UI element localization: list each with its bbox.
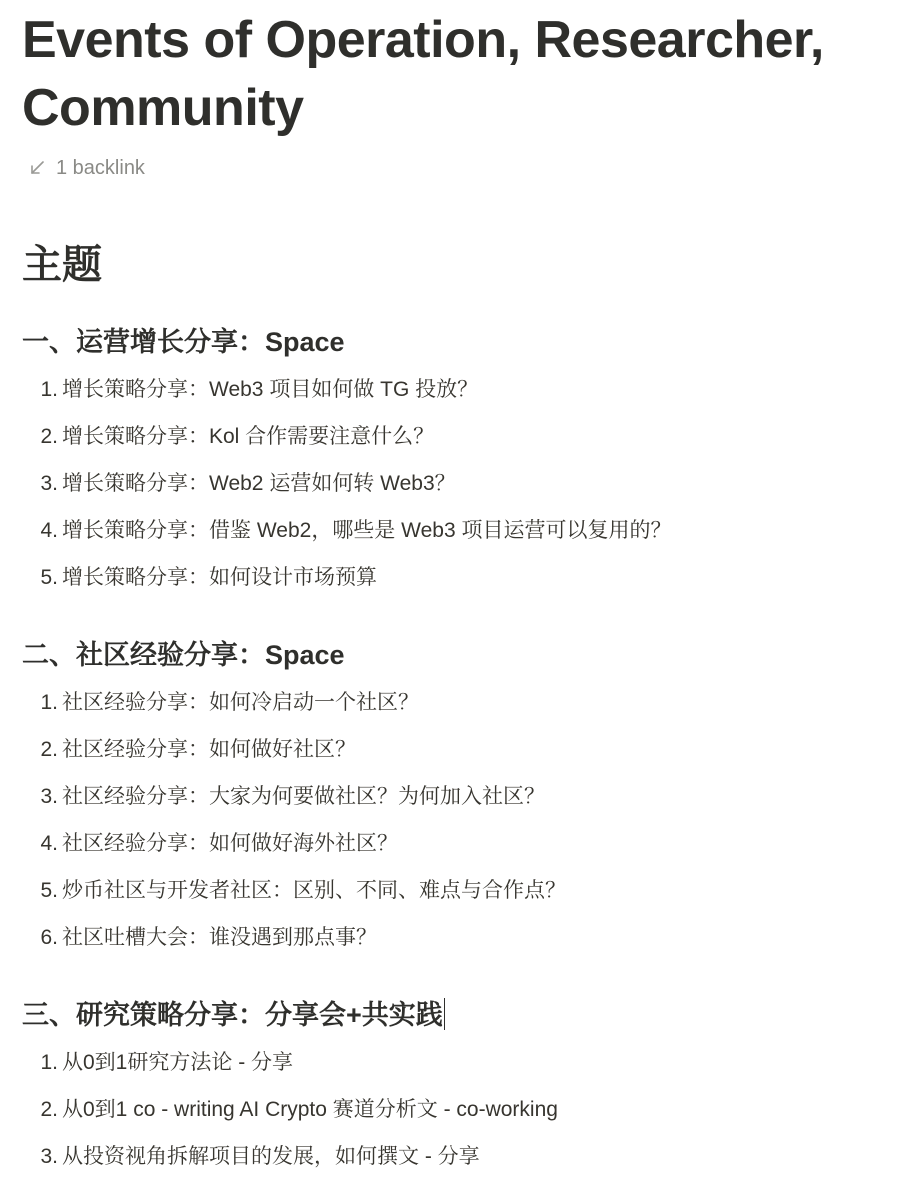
list-item[interactable]: 1. 增长策略分享：Web3 项目如何做 TG 投放？	[40, 378, 479, 401]
list-item[interactable]: 5. 炒币社区与开发者社区：区别、不同、难点与合作点？	[40, 879, 566, 902]
text-cursor	[444, 998, 445, 1030]
list-item[interactable]: 2. 社区经验分享：如何做好社区？	[40, 738, 356, 761]
list-item[interactable]: 5. 增长策略分享：如何设计市场预算	[40, 566, 377, 589]
list-item[interactable]: 2. 从0到1 co - writing AI Crypto 赛道分析文 - co-working	[40, 1098, 558, 1121]
list-item[interactable]: 1. 社区经验分享：如何冷启动一个社区？	[40, 691, 419, 714]
numbered-list	[22, 366, 923, 601]
page-title[interactable]	[22, 6, 923, 142]
section-1	[22, 290, 923, 601]
main-heading[interactable]: 主题	[22, 243, 102, 287]
arrow-down-left-icon	[28, 159, 46, 177]
list-item[interactable]: 3. 从投资视角拆解项目的发展，如何撰文 - 分享	[40, 1145, 480, 1168]
list-item[interactable]: 4. 增长策略分享：借鉴 Web2，哪些是 Web3 项目运营可以复用的？	[40, 519, 672, 542]
section-heading-editing[interactable]	[22, 997, 445, 1033]
backlink-button[interactable]	[28, 154, 923, 182]
section-3	[22, 961, 923, 1180]
list-item[interactable]: 2. 增长策略分享：Kol 合作需要注意什么？	[40, 425, 435, 448]
numbered-list	[22, 679, 923, 961]
section-2	[22, 601, 923, 961]
list-item[interactable]: 4. 社区经验分享：如何做好海外社区？	[40, 832, 398, 855]
list-item[interactable]: 6. 社区吐槽大会：谁没遇到那点事？	[40, 926, 377, 949]
backlink-label: 1 backlink	[56, 156, 145, 179]
page-title-line-1: Events of Operation, Researcher,	[22, 11, 824, 69]
page-title-line-2: Community	[22, 79, 304, 137]
numbered-list	[22, 1039, 923, 1180]
section-heading-text: 三、研究策略分享：分享会+共实践	[22, 1000, 443, 1030]
list-item[interactable]: 3. 社区经验分享：大家为何要做社区？为何加入社区？	[40, 785, 545, 808]
section-heading[interactable]: 二、社区经验分享：Space	[22, 640, 345, 670]
document-page	[22, 0, 923, 1180]
list-item[interactable]: 3. 增长策略分享：Web2 运营如何转 Web3？	[40, 472, 456, 495]
section-heading[interactable]: 一、运营增长分享：Space	[22, 327, 345, 357]
list-item[interactable]: 1. 从0到1研究方法论 - 分享	[40, 1051, 294, 1074]
